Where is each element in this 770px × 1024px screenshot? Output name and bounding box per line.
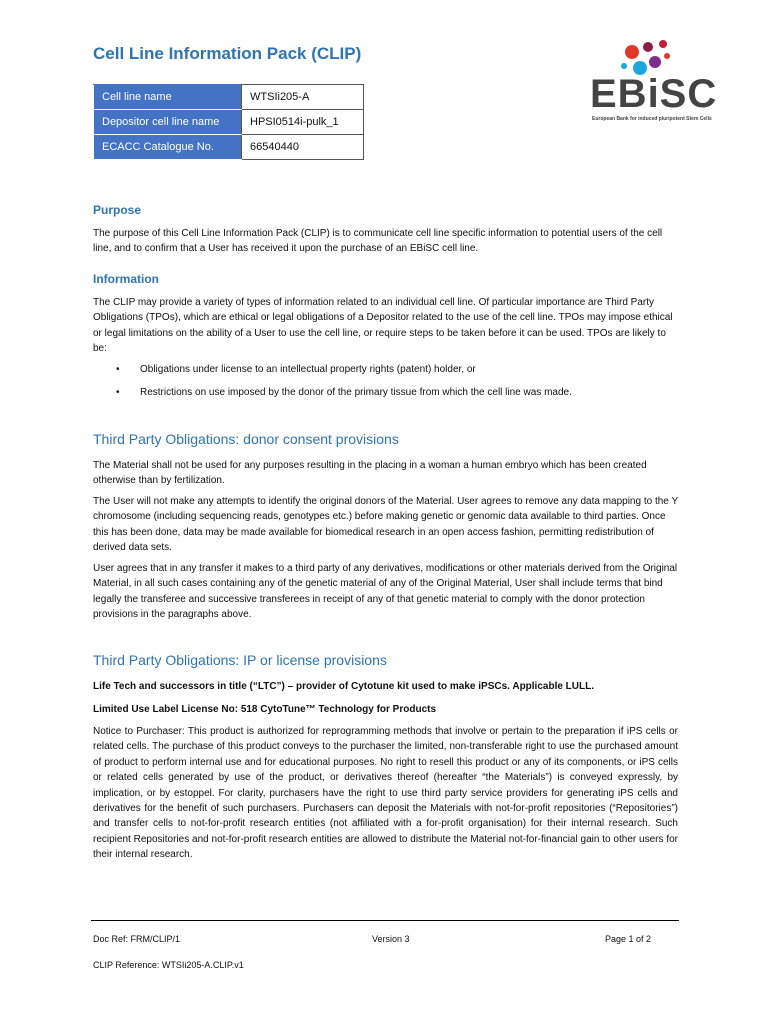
ip-license-heading: Third Party Obligations: IP or license provisions bbox=[93, 652, 387, 668]
table-value: WTSIi205-A bbox=[242, 85, 364, 110]
logo-subtitle: European Bank for induced pluripotent Stem Cells bbox=[592, 116, 712, 122]
list-item: Obligations under license to an intellectual property rights (patent) holder, or bbox=[140, 364, 476, 375]
donor-consent-paragraph: The Material shall not be used for any purposes resulting in the placing in a woman a human embryo which has been created otherwise than by fertilization. bbox=[93, 460, 647, 487]
table-row bbox=[94, 110, 364, 135]
table-label: Depositor cell line name bbox=[94, 110, 242, 135]
information-heading: Information bbox=[93, 272, 159, 286]
purpose-heading: Purpose bbox=[93, 203, 142, 217]
footer-divider bbox=[91, 920, 679, 921]
table-row bbox=[94, 85, 364, 110]
footer-doc-ref: Doc Ref: FRM/CLIP/1 bbox=[93, 934, 181, 944]
footer-clip-reference: CLIP Reference: WTSIi205-A.CLIP.v1 bbox=[93, 960, 244, 970]
cell-line-info-table bbox=[93, 84, 364, 160]
information-text: The CLIP may provide a variety of types of information related to an individual cell line. Of particular importance are Third Party Obligations (TPOs), which are ethical or legal obligations of a Depositor related to the use of the cell line. TPOs may impose ethical or legal limitations on the ability of a User to use the cell line, or require steps to be taken before it can be used. TPOs are likely to be: bbox=[93, 297, 673, 355]
bullet-icon: • bbox=[116, 387, 120, 398]
list-item: Restrictions on use imposed by the donor of the primary tissue from which the cell line was made. bbox=[140, 387, 572, 398]
logo-text: EBiSC bbox=[590, 72, 718, 116]
notice-to-purchaser: Notice to Purchaser: This product is authorized for reprogramming methods that involve or pertain to the preparation if iPS cells or related cells. The purchase of this product conveys to the purchaser the limited, non-transferable right to use the purchased amount of product to perform internal use and for educational purposes. No right to resell this product or any of its components, or iPS cells or related cells generated by use of the product, or derivatives thereof (hereafter “the Materials”) is conveyed expressly, by implication, or by estoppel. For clarity, purchasers have the right to use third party service providers for generating iPS cells and derivatives for the benefit of such purchasers. Purchasers can deposit the Materials with not-for-profit repositories (“Repositories”) and transfer cells to not-for-profit research entities (not affiliated with a for-profit organisation) for their internal research. Such recipient Repositories and not-for-profit research entities are allowed to distribute the Material not-for-financial gain to other users for their internal research. bbox=[93, 726, 678, 861]
donor-consent-paragraph: The User will not make any attempts to identify the original donors of the Material. User agrees to remove any data mapping to the Y chromosome (including sequencing reads, genotypes etc.) before making genetic or genomic data available to third parties. Once this has been done, data may be made available for biomedical research in an open access fashion, permitting redistribution of derived data sets. bbox=[93, 496, 678, 554]
donor-consent-heading: Third Party Obligations: donor consent provisions bbox=[93, 431, 399, 447]
table-row bbox=[94, 135, 364, 160]
page-title: Cell Line Information Pack (CLIP) bbox=[93, 44, 362, 63]
footer-page-number: Page 1 of 2 bbox=[605, 934, 652, 944]
table-label: ECACC Catalogue No. bbox=[94, 135, 242, 160]
donor-consent-paragraph: User agrees that in any transfer it makes to a third party of any derivatives, modifications or other materials derived from the Original Material, in all such cases containing any of the genetic material of any of the Original Material, User shall include terms that bind legally the transferee and successive transferees in receipt of any of that genetic material to comply with the donor protection provisions in the paragraphs above. bbox=[93, 563, 678, 621]
purpose-text: The purpose of this Cell Line Information Pack (CLIP) is to communicate cell line specific information to potential users of the cell line, and to confirm that a User has received it upon the purchase of an EBiSC cell line. bbox=[93, 228, 663, 255]
table-value: HPSI0514i-pulk_1 bbox=[242, 110, 364, 135]
table-value: 66540440 bbox=[242, 135, 364, 160]
footer-version: Version 3 bbox=[372, 934, 410, 944]
ebisc-logo bbox=[588, 38, 723, 130]
license-number-line: Limited Use Label License No: 518 CytoTune™ Technology for Products bbox=[93, 704, 437, 715]
bullet-icon: • bbox=[116, 364, 120, 375]
ltc-provider-line: Life Tech and successors in title (“LTC”) – provider of Cytotune kit used to make iPSCs. Applicable LULL. bbox=[93, 681, 595, 692]
table-label: Cell line name bbox=[94, 85, 242, 110]
